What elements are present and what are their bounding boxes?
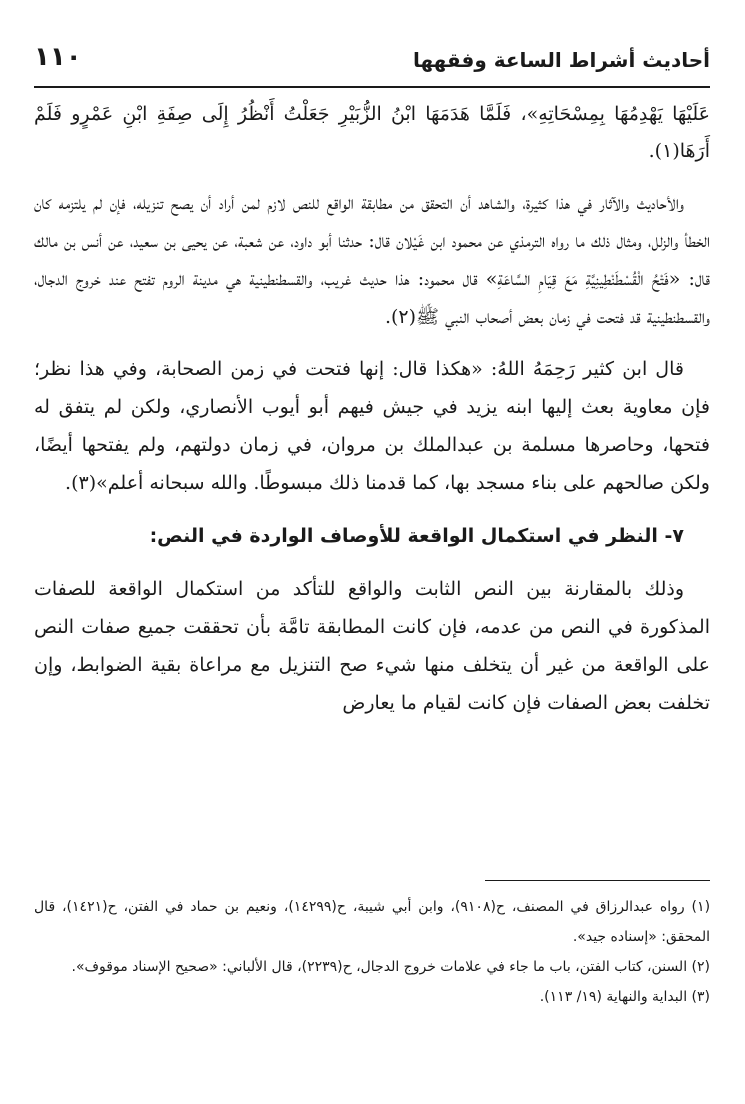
header-divider xyxy=(34,86,710,88)
main-text xyxy=(34,96,710,722)
paragraph-gap xyxy=(34,502,710,516)
paragraph-comparison: وذلك بالمقارنة بين النص الثابت والواقع للتأكد من استكمال الواقعة للصفات المذكورة في النص من عدمه، فإن كانت المطابقة تامَّة بأن تحققت جميع صفات النص على الواقعة من غير أن يتخلف منها شيء صح التنزيل مع مراعاة بقية الضوابط، وإن تخلفت بعض الصفات فإن كانت لقيام ما يعارض xyxy=(34,578,710,714)
running-title: أحاديث أشراط الساعة وفقهها xyxy=(412,48,710,72)
footnotes xyxy=(34,892,710,1012)
footnote-2: (٢) السنن، كتاب الفتن، باب ما جاء في علامات خروج الدجال، ح(٢٢٣٩)، قال الألباني: «صحيح الإسناد موقوف». xyxy=(71,959,710,975)
page-header xyxy=(34,42,710,82)
paragraph-ibn-kathir: قال ابن كثير رَحِمَهُ اللهُ: «هكذا قال: إنها فتحت في زمن الصحابة، وفي هذا نظر؛ فإن معاوية بعث إليها ابنه يزيد في جيش فيهم أبو أيوب الأنصاري، ولكن لم يتفق له فتحها، وحاصرها مسلمة بن عبدالملك بن مروان، في زمان دولتهم، ولم يفتحها أيضًا، ولكن صالحهم على بناء مسجد بها، كما قدمنا ذلك مبسوطًا. والله سبحانه أعلم»(٣). xyxy=(34,358,710,494)
page-number: ١١٠ xyxy=(34,42,82,72)
paragraph-gap xyxy=(34,170,710,184)
footnote-divider xyxy=(485,880,710,881)
paragraph-gap xyxy=(34,336,710,350)
footnote-1: (١) رواه عبدالرزاق في المصنف، ح(٩١٠٨)، وابن أبي شيبة، ح(١٤٢٩٩)، ونعيم بن حماد في الفتن، ح(١٤٢١)، قال المحقق: «إسناده جيد». xyxy=(34,899,711,945)
paragraph-gap xyxy=(34,556,710,570)
section-heading: ٧- النظر في استكمال الواقعة للأوصاف الواردة في النص: xyxy=(149,525,684,547)
paragraph-hadith-end: عَلَيْهَا يَهْدِمُهَا بِمِسْحَاتِهِ»، فَلَمَّا هَدَمَهَا ابْنُ الزُّبَيْرِ جَعَلْتُ أَنْظُرُ إِلَى صِفَةِ ابْنِ عَمْرٍو فَلَمْ أَرَهَا(١). xyxy=(34,103,710,162)
paragraph-constantinople: والأحاديث والآثار في هذا كثيرة، والشاهد أن التحقق من مطابقة الواقع للنص لازم لمن أراد أن يصح تنزيله، فإن لم يلتزمه كان الخطأ والزلل، ومثال ذلك ما رواه الترمذي عن محمود ابن غَيْلان قال: حدثنا أبو داود، عن شعبة، عن يحيى بن سعيد، عن أنس بن مالك قال: «فَتْحُ الْقُسْطَنْطِينِيَّةِ مَعَ قِيَامِ السَّاعَةِ» قال محمود: هذا حديث غريب، والقسطنطينية هي مدينة الروم تفتح عند خروج الدجال، والقسطنطينية قد فتحت في زمان بعض أصحاب النبي ﷺ(٢). xyxy=(34,192,710,328)
footnote-3: (٣) البداية والنهاية (١٩/ ١١٣). xyxy=(539,989,710,1005)
